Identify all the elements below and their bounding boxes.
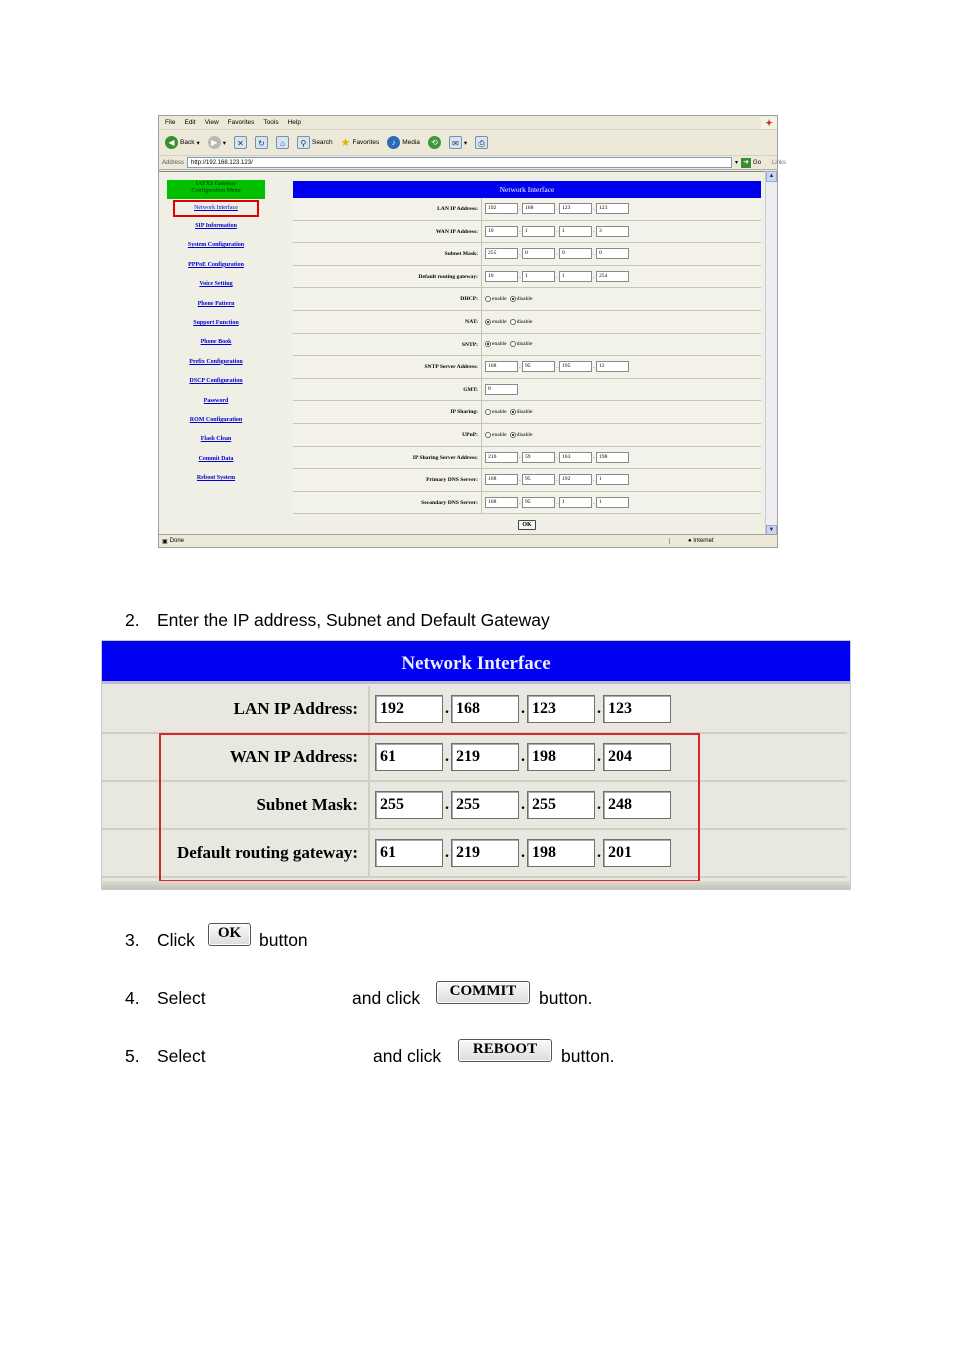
stop-button[interactable] xyxy=(234,136,247,149)
ip-octet-input[interactable]: 210 xyxy=(485,452,518,463)
ip-octet-input[interactable]: 12 xyxy=(596,361,629,372)
ip-octet-input[interactable]: 168 xyxy=(485,474,518,485)
field-row-default-routing-gateway xyxy=(293,266,761,289)
closeup-label: Subnet Mask: xyxy=(102,782,370,828)
ip-separator: . xyxy=(556,228,558,235)
step-text-pre: Click xyxy=(157,930,195,950)
ip-separator: . xyxy=(597,748,601,765)
ip-separator: . xyxy=(519,273,521,280)
step-text-pre: Select xyxy=(157,1046,206,1066)
ok-button-illustration: OK xyxy=(208,923,251,946)
step-number: 4. xyxy=(125,988,140,1008)
media-button[interactable]: ♪ Media xyxy=(387,136,420,149)
disable-label: disable xyxy=(516,318,533,325)
browser-toolbar xyxy=(159,130,777,156)
back-button[interactable]: ◀ Back ▾ xyxy=(165,136,200,149)
ip-separator: . xyxy=(597,700,601,717)
side-link-sip-information[interactable]: SIP Information xyxy=(195,223,237,229)
side-link-pppoe-configuration[interactable]: PPPoE Configuration xyxy=(188,261,244,268)
field-label: Primary DNS Server: xyxy=(293,469,482,491)
enable-label: enable xyxy=(492,341,507,348)
field-row-gmt xyxy=(293,379,761,402)
field-label: UPnP: xyxy=(293,424,482,446)
field-value xyxy=(482,334,761,356)
ip-octet-input[interactable]: 0 xyxy=(559,248,592,259)
ip-octet-input[interactable]: 255 xyxy=(485,248,518,259)
field-value xyxy=(482,401,761,423)
menu-view[interactable]: View xyxy=(204,119,219,126)
refresh-button[interactable] xyxy=(255,136,268,149)
go-arrow-icon: ➔ xyxy=(741,158,751,168)
field-label: IP Sharing Server Address: xyxy=(293,447,482,469)
ip-separator: . xyxy=(593,250,595,257)
field-row-upnp xyxy=(293,424,761,447)
enable-radio[interactable] xyxy=(485,296,491,302)
field-row-dhcp xyxy=(293,288,761,311)
field-row-ip-sharing-server-address xyxy=(293,447,761,470)
links-label[interactable]: Links xyxy=(772,159,787,166)
ip-separator: . xyxy=(521,748,525,765)
side-link-system-configuration[interactable]: System Configuration xyxy=(187,242,245,249)
side-link-dscp-configuration[interactable]: DSCP Configuration xyxy=(189,378,243,385)
ip-octet-input[interactable]: 255 xyxy=(375,791,443,819)
step-3-suffix: button xyxy=(259,930,308,950)
print-button[interactable] xyxy=(475,136,488,149)
ip-octet-input[interactable]: 3 xyxy=(596,226,629,237)
step-text: Enter the IP address, Subnet and Default Gateway xyxy=(157,610,550,630)
ip-separator: . xyxy=(519,454,521,461)
address-input[interactable]: http://192.168.123.123/ xyxy=(187,157,732,168)
field-row-nat xyxy=(293,311,761,334)
refresh-icon: ↻ xyxy=(255,136,268,149)
step-2 xyxy=(125,610,550,631)
step-4-suffix: button. xyxy=(539,988,593,1008)
menu-file[interactable]: File xyxy=(165,119,176,126)
closeup-value xyxy=(370,686,847,732)
ip-octet-input[interactable]: 195 xyxy=(559,361,592,372)
config-side-menu xyxy=(167,180,265,488)
ip-octet-input[interactable]: 1 xyxy=(596,474,629,485)
disable-label: disable xyxy=(516,409,533,416)
field-row-secondary-dns-server xyxy=(293,492,761,515)
field-row-wan-ip-address xyxy=(293,221,761,244)
vertical-scrollbar[interactable] xyxy=(765,171,777,536)
disable-radio[interactable] xyxy=(510,319,516,325)
step-5 xyxy=(125,1046,206,1067)
enable-label: enable xyxy=(492,431,507,438)
stop-icon: ✕ xyxy=(234,136,247,149)
ip-separator: . xyxy=(519,499,521,506)
security-zone: ● Internet xyxy=(669,538,777,544)
menu-tools[interactable]: Tools xyxy=(263,119,279,126)
scroll-up-icon[interactable]: ▲ xyxy=(766,171,777,182)
side-link-phone-pattern[interactable]: Phone Pattern xyxy=(197,300,235,307)
ip-octet-input[interactable]: 10 xyxy=(485,226,518,237)
ip-octet-input[interactable]: 255 xyxy=(527,791,595,819)
ip-separator: . xyxy=(519,205,521,212)
status-bar xyxy=(159,534,777,547)
media-icon: ♪ xyxy=(387,136,400,149)
ip-octet-input[interactable]: 248 xyxy=(603,791,671,819)
disable-label: disable xyxy=(516,341,533,348)
ip-octet-input[interactable]: 95 xyxy=(522,497,555,508)
field-label: SNTP: xyxy=(293,334,482,356)
ip-octet-input[interactable]: 123 xyxy=(559,203,592,214)
ip-separator: . xyxy=(521,700,525,717)
ip-separator: . xyxy=(445,748,449,765)
history-button[interactable] xyxy=(428,136,441,149)
ip-separator: . xyxy=(519,250,521,257)
ip-separator: . xyxy=(593,476,595,483)
ip-octet-input[interactable]: 254 xyxy=(596,271,629,282)
home-button[interactable] xyxy=(276,136,289,149)
address-dropdown-icon[interactable]: ▾ xyxy=(735,160,739,166)
field-value xyxy=(482,492,761,514)
ip-separator: . xyxy=(521,796,525,813)
ip-octet-input[interactable]: 123 xyxy=(527,695,595,723)
step-text-pre: Select xyxy=(157,988,206,1008)
step-number: 2. xyxy=(125,610,140,630)
network-interface-panel xyxy=(293,181,761,536)
address-bar xyxy=(159,156,787,170)
enable-label: enable xyxy=(492,409,507,416)
field-label: Default routing gateway: xyxy=(293,266,482,288)
ip-octet-input[interactable]: 0 xyxy=(596,248,629,259)
windows-logo-icon: ✦ xyxy=(761,117,777,129)
side-link-voice-setting[interactable]: Voice Setting xyxy=(199,281,233,288)
enable-radio[interactable] xyxy=(485,409,491,415)
field-label: LAN IP Address: xyxy=(293,198,482,220)
ip-octet-input[interactable]: 1 xyxy=(559,497,592,508)
ip-separator: . xyxy=(445,844,449,861)
ip-octet-input[interactable]: 1 xyxy=(522,226,555,237)
side-menu-title: IAFXS Gateway Configuration Menu xyxy=(167,180,265,199)
disable-label: disable xyxy=(516,431,533,438)
step-4 xyxy=(125,988,206,1009)
ip-octet-input[interactable]: 59 xyxy=(522,452,555,463)
ok-row xyxy=(293,514,761,536)
search-icon: ⚲ xyxy=(297,136,310,149)
ip-separator: . xyxy=(445,700,449,717)
ip-separator: . xyxy=(593,499,595,506)
ip-octet-input[interactable]: 168 xyxy=(451,695,519,723)
side-link-prefix-configuration[interactable]: Prefix Configuration xyxy=(189,358,243,365)
home-icon: ⌂ xyxy=(276,136,289,149)
field-value xyxy=(482,221,761,243)
field-label: SNTP Server Address: xyxy=(293,356,482,378)
field-value xyxy=(482,198,761,220)
ip-octet-input[interactable]: 198 xyxy=(527,743,595,771)
panel-rows xyxy=(293,198,761,514)
disable-radio[interactable] xyxy=(510,409,516,415)
side-link-rom-configuration[interactable]: ROM Configuration xyxy=(189,416,243,423)
star-icon: ★ xyxy=(340,137,351,149)
highlight-box xyxy=(159,733,700,882)
forward-arrow-icon: ▶ xyxy=(208,136,221,149)
ip-octet-input[interactable]: 163 xyxy=(559,452,592,463)
ip-separator: . xyxy=(556,205,558,212)
disable-radio[interactable] xyxy=(510,296,516,302)
field-value xyxy=(482,311,761,333)
reboot-button-illustration: REBOOT xyxy=(458,1039,552,1062)
favorites-button[interactable]: ★ Favorites xyxy=(340,137,380,149)
go-button[interactable]: ➔ Go xyxy=(741,158,761,168)
enable-radio[interactable] xyxy=(485,319,491,325)
disable-label: disable xyxy=(516,296,533,303)
commit-button-illustration: COMMIT xyxy=(436,981,530,1004)
closeup-label: WAN IP Address: xyxy=(102,734,370,780)
step-number: 5. xyxy=(125,1046,140,1066)
status-text: Done xyxy=(169,538,185,544)
ip-octet-input[interactable]: 219 xyxy=(451,743,519,771)
bottom-shadow xyxy=(102,881,850,889)
ip-octet-input[interactable]: 204 xyxy=(603,743,671,771)
ip-octet-input[interactable]: 61 xyxy=(375,743,443,771)
ip-octet-input[interactable]: 1 xyxy=(522,271,555,282)
ip-octet-input[interactable]: 1 xyxy=(559,226,592,237)
ip-octet-input[interactable]: 201 xyxy=(603,839,671,867)
back-arrow-icon: ◀ xyxy=(165,136,178,149)
ip-separator: . xyxy=(593,205,595,212)
field-value xyxy=(482,469,761,491)
ip-separator: . xyxy=(556,476,558,483)
field-value xyxy=(482,447,761,469)
history-icon: ⟲ xyxy=(428,136,441,149)
ip-separator: . xyxy=(445,796,449,813)
field-label: Secondary DNS Server: xyxy=(293,492,482,514)
field-row-subnet-mask xyxy=(293,243,761,266)
field-label: WAN IP Address: xyxy=(293,221,482,243)
side-link-phone-book[interactable]: Phone Book xyxy=(200,339,232,346)
panel-title: Network Interface xyxy=(293,181,761,198)
closeup-label: Default routing gateway: xyxy=(102,830,370,876)
enable-radio[interactable] xyxy=(485,341,491,347)
mail-icon: ✉ xyxy=(449,136,462,149)
field-value xyxy=(482,356,761,378)
side-link-network-interface[interactable]: Network Interface xyxy=(173,200,259,217)
search-button[interactable]: ⚲ Search xyxy=(297,136,333,149)
printer-icon: ⎙ xyxy=(475,136,488,149)
scroll-down-icon[interactable]: ▼ xyxy=(766,525,777,536)
ip-separator: . xyxy=(556,454,558,461)
side-link-reboot-system[interactable]: Reboot System xyxy=(196,475,236,482)
side-link-support-function[interactable]: Support Function xyxy=(193,319,239,326)
closeup-label: LAN IP Address: xyxy=(102,686,370,732)
field-value xyxy=(482,288,761,310)
ip-separator: . xyxy=(593,273,595,280)
step-3 xyxy=(125,930,195,951)
closeup-row-lan-ip-address xyxy=(102,686,847,734)
ip-separator: . xyxy=(597,844,601,861)
menu-favorites[interactable]: Favorites xyxy=(227,119,255,126)
ip-octet-input[interactable]: 1 xyxy=(596,497,629,508)
field-value xyxy=(482,379,761,401)
ip-octet-input[interactable]: 192 xyxy=(559,474,592,485)
ip-octet-input[interactable]: 255 xyxy=(451,791,519,819)
menu-edit[interactable]: Edit xyxy=(184,119,196,126)
page-viewport xyxy=(159,171,767,536)
field-row-lan-ip-address xyxy=(293,198,761,221)
address-label: Address xyxy=(162,159,185,166)
side-link-flash-clean[interactable]: Flash Clean xyxy=(200,436,232,443)
disable-radio[interactable] xyxy=(510,341,516,347)
ip-octet-input[interactable]: 198 xyxy=(527,839,595,867)
forward-button[interactable]: ▶ ▾ xyxy=(208,136,226,149)
page-done-icon: ▣ xyxy=(162,538,168,545)
field-value xyxy=(482,243,761,265)
menu-bar xyxy=(159,116,777,130)
field-label: NAT: xyxy=(293,311,482,333)
ip-octet-input[interactable]: 95 xyxy=(522,474,555,485)
enable-label: enable xyxy=(492,318,507,325)
field-label: Subnet Mask: xyxy=(293,243,482,265)
field-label: GMT: xyxy=(293,379,482,401)
field-row-sntp xyxy=(293,334,761,357)
field-label: IP Sharing: xyxy=(293,401,482,423)
step-4-mid: and click xyxy=(352,988,421,1008)
ip-octet-input[interactable]: 192 xyxy=(485,203,518,214)
globe-icon: ● xyxy=(688,538,692,544)
side-link-password[interactable]: Password xyxy=(203,397,229,404)
ip-separator: . xyxy=(556,499,558,506)
ip-octet-input[interactable]: 168 xyxy=(485,361,518,372)
ip-octet-input[interactable]: 1 xyxy=(559,271,592,282)
ip-separator: . xyxy=(593,228,595,235)
field-row-ip-sharing xyxy=(293,401,761,424)
step-number: 3. xyxy=(125,930,140,950)
enable-label: enable xyxy=(492,296,507,303)
ip-separator: . xyxy=(593,454,595,461)
ip-octet-input[interactable]: 123 xyxy=(596,203,629,214)
enable-radio[interactable] xyxy=(485,432,491,438)
ip-octet-input[interactable]: 219 xyxy=(451,839,519,867)
menu-help[interactable]: Help xyxy=(287,119,301,126)
ip-octet-input[interactable]: 61 xyxy=(375,839,443,867)
ip-separator: . xyxy=(556,250,558,257)
disable-radio[interactable] xyxy=(510,432,516,438)
browser-screenshot xyxy=(158,115,787,548)
field-value xyxy=(482,266,761,288)
ip-octet-input[interactable]: 168 xyxy=(485,497,518,508)
field-value xyxy=(482,424,761,446)
ip-separator: . xyxy=(519,363,521,370)
ip-separator: . xyxy=(556,273,558,280)
ip-octet-input[interactable]: 123 xyxy=(603,695,671,723)
text-input[interactable]: 8 xyxy=(485,384,518,395)
closeup-title: Network Interface xyxy=(102,641,850,684)
ip-octet-input[interactable]: 168 xyxy=(522,203,555,214)
ip-separator: . xyxy=(519,228,521,235)
ip-separator: . xyxy=(556,363,558,370)
ok-button[interactable]: OK xyxy=(518,520,535,530)
ip-separator: . xyxy=(593,363,595,370)
ip-octet-input[interactable]: 95 xyxy=(522,361,555,372)
field-label: DHCP: xyxy=(293,288,482,310)
ip-octet-input[interactable]: 10 xyxy=(485,271,518,282)
ip-octet-input[interactable]: 198 xyxy=(596,452,629,463)
side-link-commit-data[interactable]: Commit Data xyxy=(198,455,234,462)
ip-separator: . xyxy=(521,844,525,861)
ip-octet-input[interactable]: 0 xyxy=(522,248,555,259)
network-interface-closeup xyxy=(101,640,851,890)
field-row-sntp-server-address xyxy=(293,356,761,379)
field-row-primary-dns-server xyxy=(293,469,761,492)
mail-button[interactable]: ✉ ▾ xyxy=(449,136,467,149)
step-5-mid: and click xyxy=(373,1046,442,1066)
ip-separator: . xyxy=(519,476,521,483)
ip-octet-input[interactable]: 192 xyxy=(375,695,443,723)
step-5-suffix: button. xyxy=(561,1046,615,1066)
ip-separator: . xyxy=(597,796,601,813)
